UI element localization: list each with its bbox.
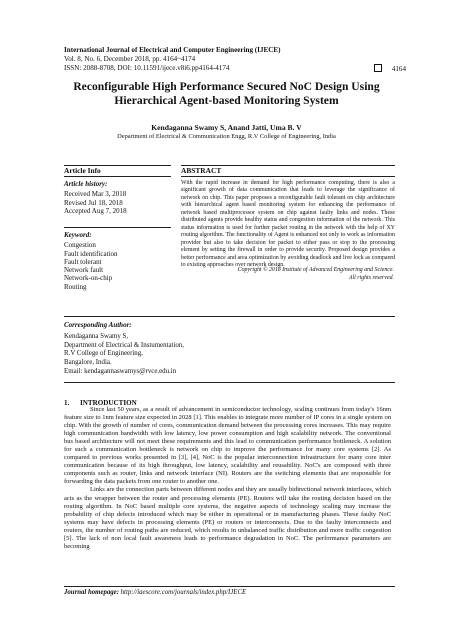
keyword-item: Fault tolerant	[64, 257, 102, 266]
abstract-heading: ABSTRACT	[181, 166, 222, 175]
corresponding-line: Bangalore, India.	[64, 359, 112, 367]
keyword-item: Network-on-chip	[64, 274, 113, 283]
paragraph: Since last 50 years, as a result of advancement in semiconductor technology, scaling continues from today's 16nm feature size to 1nm feature size expected in 2028 [1]. This enables to integrate more number of IP cores in a single system on chip. With the growth of number of cores, communication demand between the processing cores increases. This may require high communication bandwidth with low latency, low power consumption and high scalability network. The conventional bus based architecture will not meet these requirements and this lead to communication performance bottleneck. A solution for such a communication bottleneck is network on chip to improve the performance for many core systems [2]. As compared to previous works presented in [3], [4], NoC is the popular interconnection infrastructure for many core inter communication because of its high throughput, low latency, scalability and reusability. NoC's are composed with three components such as router, links and network interface (NI). Routers are the switching elements that are responsible for forwarding the data packets from one router to another one.	[64, 406, 391, 486]
copyright	[181, 267, 394, 282]
section-number: 1.	[64, 399, 70, 407]
keywords	[64, 231, 171, 291]
abstract-text: With the rapid increase in demand for high performance computing, there is also a significant growth of data communication that leads to leverage the significance of network on chip. This paper proposes a reconfigurable fault tolerant on chip architecture with hierarchical agent based monitoring system for enhancing the performance of network based multiprocessor system on chip against faulty links and nodes. These distributed agents provide healthy status and congestion information of the network. This status information is used for further packet routing in the network with the help of XY routing algorithm. The functionality of Agent is enhanced not only to work as information provider but also to take decision for packet to either pass or stop to the processing element by setting the firewall in order to provide security. Proposed design provides a better performance and area optimization by avoiding deadlock and live lock as compared to existing approaches over network design.	[181, 180, 395, 268]
copyright-line: All rights reserved.	[348, 274, 394, 281]
divider	[64, 316, 395, 317]
corresponding-author	[64, 333, 304, 377]
journal-homepage: Journal homepage: http://iaescore.com/journals/index.php/IJECE	[64, 589, 247, 596]
history-label: Article history:	[64, 180, 108, 188]
square-icon	[374, 64, 382, 72]
issn-line: ISSN: 2088-8708, DOI: 10.11591/ijece.v8i6.pp4164-4174	[64, 64, 230, 72]
footer-divider	[64, 586, 395, 587]
copyright-line: Copyright © 2018 Institute of Advanced Engineering and Science.	[237, 267, 394, 273]
keyword-item: Fault identification	[64, 249, 118, 258]
corresponding-line: Department of Electrical & Instumentation,	[64, 341, 184, 349]
history-date: Revised Jul 18, 2018	[64, 198, 123, 207]
keyword-item: Congestion	[64, 241, 96, 250]
divider	[64, 176, 171, 177]
corresponding-line: Kendaganna Swamy S,	[64, 333, 129, 340]
volume-line: Vol. 8, No. 6, December 2018, pp. 4164~4174	[64, 55, 196, 63]
article-history	[64, 180, 171, 215]
history-date: Received Mar 3, 2018	[64, 190, 127, 199]
page-number-group	[374, 64, 406, 74]
corresponding-email: Email: kendagannaswamys@rvce.edu.in	[64, 367, 177, 375]
homepage-link[interactable]: http://iaescore.com/journals/index.php/IJECE	[120, 589, 247, 596]
paper-title	[50, 80, 403, 108]
keyword-item: Network fault	[64, 266, 104, 275]
page-number: 4164	[391, 65, 406, 73]
journal-name: International Journal of Electrical and Computer Engineering (IJECE)	[64, 46, 281, 54]
section-title: INTRODUCTION	[80, 399, 137, 407]
corresponding-line: R.V College of Engineering,	[64, 350, 143, 358]
keyword-item: Routing	[64, 282, 87, 291]
paragraph: Links are the connection parts between different nodes and they are usually bidirectional network interfaces, which acts as the wrapper between the router and processing elements (PE). Routers will take the routing decision based on the routing algorithm. In NoC based multiple core systems, the negative aspects of technology scaling may increase the probability of chip defects introduced which may be either in operational or in manufacturing phases. These faulty NoC systems may have defects in processing elements (PE) or routers or interconnects. Due to the faulty interconnects and routers, the number of routing paths are reduced, which results in unbalanced traffic distribution and more traffic congestion [5]. The lack of non local fault awareness leads to performance degradation in NoC. The performance parameters are becoming	[64, 486, 391, 550]
keyword-label: Keyword:	[64, 231, 92, 239]
introduction-body	[64, 406, 391, 551]
title-line-2: Hierarchical Agent-based Monitoring System	[114, 94, 339, 107]
history-date: Accepted Aug 7, 2018	[64, 206, 127, 215]
title-line-1: Reconfigurable High Performance Secured NoC Design Using	[73, 80, 380, 93]
affiliation: Department of Electrical & Communication Engg, R.V College of Engineering, India	[117, 133, 336, 140]
article-info-heading: Article Info	[64, 166, 101, 175]
authors: Kendaganna Swamy S, Anand Jatti, Uma B. V	[151, 123, 302, 132]
journal-header	[64, 46, 404, 73]
homepage-label: Journal homepage	[64, 589, 117, 596]
divider	[64, 382, 395, 383]
divider	[181, 176, 395, 177]
divider	[64, 227, 171, 228]
corresponding-label: Corresponding Author:	[64, 321, 132, 329]
issn-row	[64, 64, 404, 73]
